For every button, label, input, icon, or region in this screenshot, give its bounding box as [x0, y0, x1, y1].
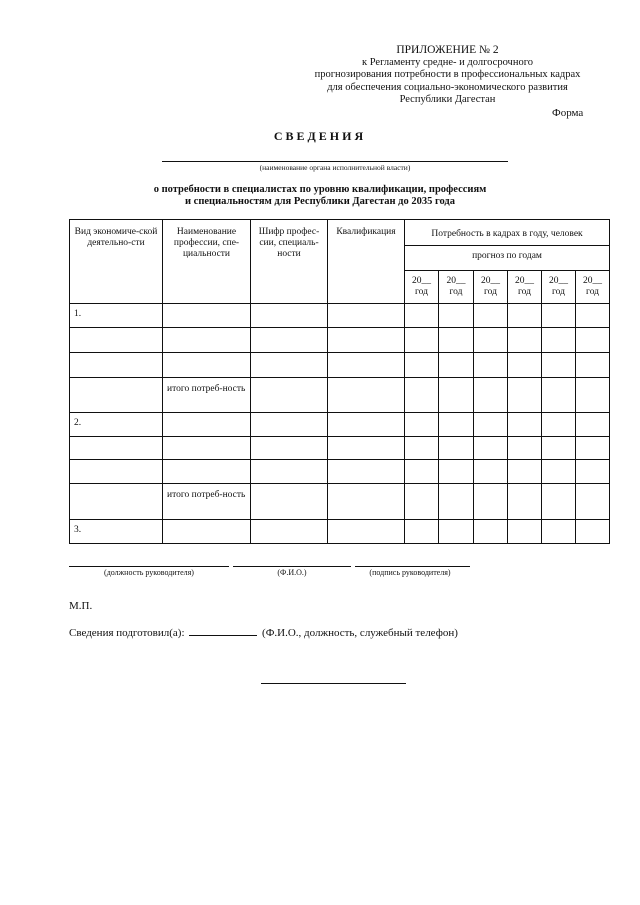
table-cell[interactable]	[70, 328, 163, 353]
signature-caption: (подпись руководителя)	[369, 568, 451, 577]
table-row	[70, 413, 610, 437]
document-title: СВЕДЕНИЯ	[273, 129, 367, 143]
table-cell[interactable]	[508, 378, 542, 413]
table-cell[interactable]	[576, 437, 610, 460]
table-cell[interactable]	[251, 304, 328, 328]
group-number[interactable]: 3.	[70, 520, 163, 544]
group-number[interactable]: 1.	[70, 304, 163, 328]
table-cell[interactable]	[251, 413, 328, 437]
header-activity: Вид экономиче-ской деятельно-сти	[70, 220, 163, 304]
header-forecast: прогноз по годам	[405, 246, 610, 271]
table-cell[interactable]	[405, 378, 439, 413]
appendix-line: к Регламенту средне- и долгосрочного	[361, 56, 533, 68]
table-row	[70, 460, 610, 484]
table-cell[interactable]	[439, 413, 474, 437]
table-row	[70, 328, 610, 353]
year-top: 20__	[481, 276, 500, 286]
group-number[interactable]: 2.	[70, 413, 163, 437]
table-cell[interactable]	[474, 304, 508, 328]
table-cell[interactable]	[439, 328, 474, 353]
org-name-caption: (наименование органа исполнительной власти)	[259, 163, 411, 172]
table-cell[interactable]	[251, 484, 328, 520]
position-caption: (должность руководителя)	[104, 568, 194, 577]
table-cell[interactable]	[70, 484, 163, 520]
table-cell[interactable]	[405, 353, 439, 378]
appendix-title: ПРИЛОЖЕНИЕ № 2	[396, 44, 499, 56]
prepared-by	[69, 626, 458, 639]
name-caption: (Ф.И.О.)	[277, 568, 307, 577]
appendix-line: Республики Дагестан	[399, 94, 496, 105]
table-cell[interactable]	[508, 353, 542, 378]
table-cell[interactable]	[474, 328, 508, 353]
total-label: итого потреб-ность	[163, 484, 251, 520]
table-cell[interactable]	[251, 353, 328, 378]
table-cell[interactable]	[439, 378, 474, 413]
year-cell[interactable]	[405, 271, 439, 304]
table-cell[interactable]	[405, 520, 439, 544]
table-cell[interactable]	[163, 460, 251, 484]
table-cell[interactable]	[405, 484, 439, 520]
year-bottom: год	[552, 287, 565, 297]
table-cell[interactable]	[576, 353, 610, 378]
position-signature-line[interactable]	[69, 566, 229, 567]
table-cell[interactable]	[439, 520, 474, 544]
table-cell[interactable]	[474, 520, 508, 544]
name-signature-line[interactable]	[233, 566, 351, 567]
table-cell[interactable]	[328, 378, 405, 413]
year-bottom: год	[484, 287, 497, 297]
table-cell[interactable]	[576, 460, 610, 484]
table-cell[interactable]	[439, 460, 474, 484]
table-cell[interactable]	[542, 520, 576, 544]
document-subtitle	[120, 184, 520, 208]
year-top: 20__	[446, 276, 466, 286]
table-cell[interactable]	[474, 413, 508, 437]
prepared-label: Сведения подготовил(а):	[69, 627, 185, 639]
table-cell[interactable]	[405, 304, 439, 328]
appendix-line: прогнозирования потребности в профессиональных кадрах	[314, 69, 581, 80]
table-cell[interactable]	[163, 328, 251, 353]
table-cell[interactable]	[163, 413, 251, 437]
year-cell[interactable]	[542, 271, 576, 304]
table-cell[interactable]	[251, 328, 328, 353]
year-bottom: год	[586, 287, 600, 297]
table-cell[interactable]	[576, 378, 610, 413]
table-cell[interactable]	[328, 437, 405, 460]
year-cell[interactable]	[576, 271, 610, 304]
year-top: 20__	[412, 276, 431, 286]
table-cell[interactable]	[163, 304, 251, 328]
table-cell[interactable]	[405, 460, 439, 484]
table-cell[interactable]	[542, 484, 576, 520]
prepared-blank[interactable]	[189, 626, 257, 636]
table-cell[interactable]	[163, 353, 251, 378]
table-cell[interactable]	[328, 353, 405, 378]
table-cell[interactable]	[474, 460, 508, 484]
header-code: Шифр профес-сии, специаль-ности	[251, 220, 328, 304]
table-cell[interactable]	[328, 520, 405, 544]
table-cell[interactable]	[405, 437, 439, 460]
table-cell[interactable]	[542, 353, 576, 378]
subtitle-line-2: и специальностям для Республики Дагестан до 2035 года	[184, 196, 455, 207]
year-cell[interactable]	[474, 271, 508, 304]
subtitle-line-1: о потребности в специалистах по уровню квалификации, профессиям	[153, 184, 487, 195]
table-cell[interactable]	[328, 304, 405, 328]
table-cell[interactable]	[542, 460, 576, 484]
year-bottom: год	[415, 287, 428, 297]
table-cell[interactable]	[163, 437, 251, 460]
appendix-header	[300, 44, 595, 107]
table-cell[interactable]	[508, 484, 542, 520]
table-cell[interactable]	[328, 413, 405, 437]
table-cell[interactable]	[439, 353, 474, 378]
table-cell[interactable]	[474, 353, 508, 378]
table-cell[interactable]	[542, 413, 576, 437]
table-cell[interactable]	[474, 378, 508, 413]
header-need: Потребность в кадрах в году, человек	[405, 220, 610, 246]
year-top: 20__	[583, 276, 603, 286]
table-cell[interactable]	[251, 437, 328, 460]
table-cell[interactable]	[508, 413, 542, 437]
table-cell[interactable]	[508, 460, 542, 484]
table-cell[interactable]	[163, 520, 251, 544]
table-row	[70, 520, 610, 544]
year-cell[interactable]	[508, 271, 542, 304]
table-cell[interactable]	[405, 413, 439, 437]
table-cell[interactable]	[328, 328, 405, 353]
table-cell[interactable]	[439, 304, 474, 328]
table-cell[interactable]	[328, 484, 405, 520]
table-cell[interactable]	[576, 413, 610, 437]
table-cell[interactable]	[70, 460, 163, 484]
form-label: Форма	[552, 107, 584, 119]
table-cell[interactable]	[576, 484, 610, 520]
table-cell[interactable]	[508, 437, 542, 460]
table-cell[interactable]	[251, 520, 328, 544]
table-row-total	[70, 378, 610, 413]
year-top: 20__	[515, 276, 534, 286]
table-cell[interactable]	[328, 460, 405, 484]
table-cell[interactable]	[251, 460, 328, 484]
table-cell[interactable]	[474, 437, 508, 460]
year-cell[interactable]	[439, 271, 474, 304]
table-cell[interactable]	[542, 304, 576, 328]
header-qualification: Квалификация	[328, 220, 405, 304]
year-bottom: год	[449, 287, 463, 297]
bottom-rule	[261, 683, 406, 684]
table-cell[interactable]	[474, 484, 508, 520]
table-cell[interactable]	[542, 378, 576, 413]
table-cell[interactable]	[70, 353, 163, 378]
signature-line[interactable]	[355, 566, 470, 567]
table-cell[interactable]	[405, 328, 439, 353]
table-cell[interactable]	[508, 328, 542, 353]
org-name-line[interactable]	[162, 161, 508, 162]
table-cell[interactable]	[576, 304, 610, 328]
table-cell[interactable]	[70, 378, 163, 413]
table-row	[70, 437, 610, 460]
header-profession: Наименование профессии, спе-циальности	[163, 220, 251, 304]
seal-place: М.П.	[69, 600, 93, 612]
table-row	[70, 353, 610, 378]
year-bottom: год	[518, 287, 531, 297]
table-cell[interactable]	[542, 437, 576, 460]
year-top: 20__	[549, 276, 568, 286]
total-label: итого потреб-ность	[163, 378, 251, 413]
table-cell[interactable]	[508, 520, 542, 544]
prepared-hint: (Ф.И.О., должность, служебный телефон)	[262, 627, 458, 639]
table-row-total	[70, 484, 610, 520]
table-cell[interactable]	[508, 304, 542, 328]
appendix-line: для обеспечения социально-экономического развития	[327, 81, 568, 93]
table-cell[interactable]	[576, 328, 610, 353]
table-cell[interactable]	[251, 378, 328, 413]
table-cell[interactable]	[439, 437, 474, 460]
table-cell[interactable]	[70, 437, 163, 460]
table-cell[interactable]	[576, 520, 610, 544]
table-row	[70, 304, 610, 328]
table-cell[interactable]	[439, 484, 474, 520]
table-cell[interactable]	[542, 328, 576, 353]
demand-table	[69, 219, 610, 544]
